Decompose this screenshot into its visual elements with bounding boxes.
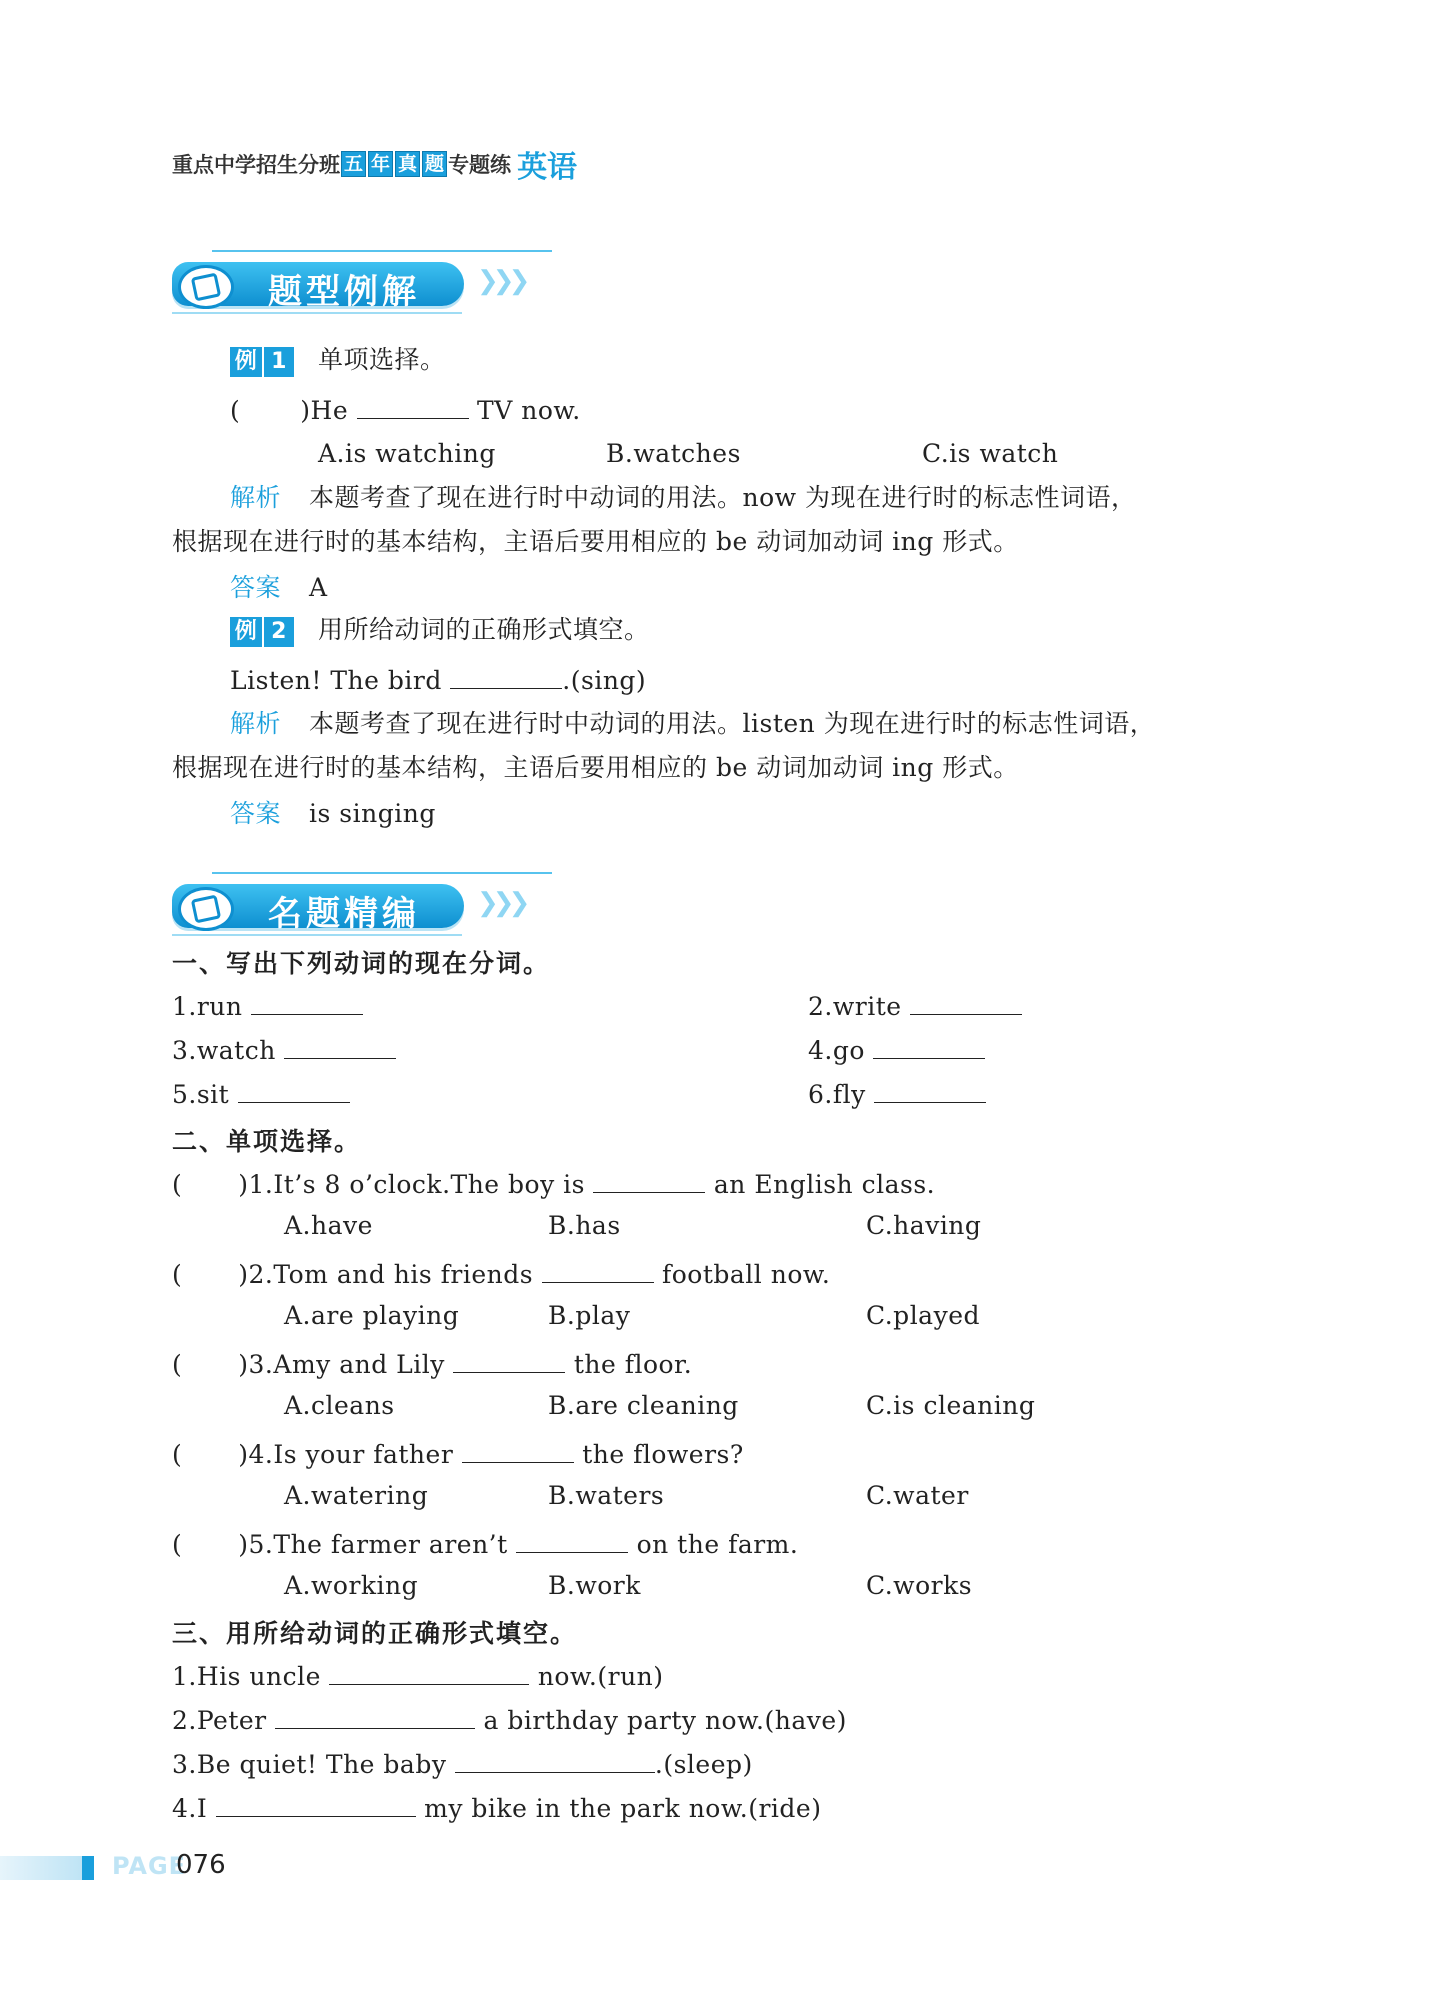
item-part-a: 4.I (172, 1794, 208, 1823)
answer-paren-close: ) (238, 1260, 249, 1289)
part2-question (172, 1166, 935, 1201)
section-title: 题型例解 (268, 272, 420, 312)
option-c: C.played (866, 1301, 981, 1330)
answer-blank (593, 1166, 705, 1193)
item-part-a: 2.Peter (172, 1706, 267, 1735)
stem-part-b: .(sing) (562, 666, 647, 695)
header-box-2: 年 (368, 151, 393, 177)
option-a: A.watering (284, 1481, 429, 1510)
answer-blank (238, 1076, 350, 1103)
option-a: A.are playing (284, 1301, 460, 1330)
part2-question (172, 1346, 692, 1381)
item-part-a: 3.Be quiet! The baby (172, 1750, 447, 1779)
header-prefix: 重点中学招生分班 (172, 152, 340, 177)
answer-paren-open: ( (172, 1440, 183, 1469)
header-box-3: 真 (395, 151, 420, 177)
answer-blank (453, 1346, 565, 1373)
stem-part-a: Listen! The bird (230, 666, 442, 695)
example1-tag (230, 347, 294, 377)
part3-item (172, 1702, 847, 1737)
header-box-1: 五 (341, 151, 366, 177)
example1-stem (230, 392, 581, 427)
answer-blank (542, 1256, 654, 1283)
answer-blank (516, 1526, 628, 1553)
item-part-a: 1.His uncle (172, 1662, 321, 1691)
option-b: B.work (548, 1571, 641, 1600)
part1-item (172, 988, 363, 1023)
option-b: B.has (548, 1211, 621, 1240)
question-number: 4. (248, 1440, 274, 1469)
tag-char: 例 (230, 347, 262, 377)
stem-part-a: Is your father (273, 1440, 454, 1469)
option-c: C.having (866, 1211, 982, 1240)
item-label: 6.fly (808, 1080, 866, 1109)
answer-paren-open: ( (172, 1260, 183, 1289)
option-c: C.is cleaning (866, 1391, 1036, 1420)
answer-paren-open: ( (172, 1530, 183, 1559)
item-label: 3.watch (172, 1036, 276, 1065)
example1-analysis (230, 482, 1137, 514)
header-suffix: 专题练 (448, 152, 512, 177)
book-icon (178, 887, 234, 931)
answer-blank (874, 1076, 986, 1103)
part2-question (172, 1526, 798, 1561)
footer-bar (0, 1856, 82, 1880)
stem-part-a: Amy and Lily (273, 1350, 445, 1379)
example2-tag (230, 617, 294, 647)
stem-part-a: Tom and his friends (273, 1260, 534, 1289)
answer-blank (251, 988, 363, 1015)
answer-blank (216, 1790, 416, 1817)
answer-text: is singing (309, 799, 436, 828)
item-part-b: my bike in the park now.(ride) (424, 1794, 822, 1823)
section-title: 名题精编 (268, 894, 420, 934)
section-banner-exercises (172, 872, 552, 942)
answer-blank (284, 1032, 396, 1059)
item-part-b: .(sleep) (654, 1750, 753, 1779)
answer-paren-close: ) (300, 396, 311, 425)
stem-part-b: TV now. (477, 396, 581, 425)
answer-paren-close: ) (238, 1530, 249, 1559)
part1-item (172, 1076, 350, 1111)
option-a: A.cleans (284, 1391, 395, 1420)
footer-marker (82, 1856, 94, 1880)
option-c: C.works (866, 1571, 973, 1600)
item-label: 5.sit (172, 1080, 230, 1109)
part1-item (808, 1076, 986, 1111)
option-b: B.play (548, 1301, 631, 1330)
example2-stem (230, 662, 646, 697)
answer-paren-close: ) (238, 1350, 249, 1379)
example2-answer (230, 798, 436, 830)
answer-paren-close: ) (238, 1440, 249, 1469)
example1-option-b: B.watches (606, 439, 741, 468)
tag-char: 例 (230, 617, 262, 647)
answer-label: 答案 (230, 799, 282, 828)
part1-item (808, 1032, 985, 1067)
stem-part-b: the floor. (573, 1350, 693, 1379)
stem-part-b: the flowers? (582, 1440, 744, 1469)
answer-paren-open: ( (172, 1170, 183, 1199)
tag-number: 1 (264, 347, 294, 377)
part2-question (172, 1256, 830, 1291)
stem-part-b: an English class. (713, 1170, 936, 1199)
example2-line (230, 614, 650, 647)
book-icon (178, 265, 234, 309)
section-banner-examples (172, 250, 552, 320)
header-subject: 英语 (517, 150, 578, 185)
example1-instruction: 单项选择。 (318, 345, 446, 374)
example1-option-a: A.is watching (318, 439, 496, 468)
answer-blank (455, 1746, 655, 1773)
part3-item (172, 1790, 821, 1825)
answer-blank (357, 392, 469, 419)
answer-blank (329, 1658, 529, 1685)
part3-item (172, 1658, 664, 1693)
stem-part-b: football now. (662, 1260, 831, 1289)
answer-blank (873, 1032, 985, 1059)
option-a: A.have (284, 1211, 373, 1240)
answer-paren-open: ( (172, 1350, 183, 1379)
banner-bottom-line (172, 312, 462, 314)
example1-analysis-cont: 根据现在进行时的基本结构，主语后要用相应的 be 动词加动词 ing 形式。 (172, 527, 1019, 556)
part1-heading: 一、写出下列动词的现在分词。 (172, 949, 551, 978)
tag-number: 2 (264, 617, 294, 647)
item-label: 4.go (808, 1036, 865, 1065)
header-box-4: 题 (422, 151, 447, 177)
answer-paren-open: ( (230, 396, 241, 425)
answer-label: 答案 (230, 573, 282, 602)
option-b: B.are cleaning (548, 1391, 739, 1420)
answer-text: A (309, 573, 328, 602)
example2-analysis-cont: 根据现在进行时的基本结构，主语后要用相应的 be 动词加动词 ing 形式。 (172, 753, 1019, 782)
part2-heading: 二、单项选择。 (172, 1127, 362, 1156)
analysis-label: 解析 (230, 709, 282, 738)
part1-item (172, 1032, 396, 1067)
part3-heading: 三、用所给动词的正确形式填空。 (172, 1619, 578, 1648)
item-part-b: now.(run) (537, 1662, 664, 1691)
question-number: 1. (248, 1170, 274, 1199)
item-label: 1.run (172, 992, 243, 1021)
banner-top-line (212, 250, 552, 252)
analysis-label: 解析 (230, 483, 282, 512)
question-number: 3. (248, 1350, 274, 1379)
stem-part-a: He (310, 396, 349, 425)
answer-blank (275, 1702, 475, 1729)
example1-option-c: C.is watch (922, 439, 1059, 468)
question-number: 2. (248, 1260, 274, 1289)
example1-line (230, 344, 446, 377)
answer-blank (450, 662, 562, 689)
banner-top-line (212, 872, 552, 874)
analysis-text-1: 本题考查了现在进行时中动词的用法。listen 为现在进行时的标志性词语， (309, 709, 1156, 738)
page-number: 076 (176, 1850, 226, 1880)
example2-analysis (230, 708, 1155, 740)
item-part-b: a birthday party now.(have) (483, 1706, 847, 1735)
option-c: C.water (866, 1481, 969, 1510)
answer-paren-close: ) (238, 1170, 249, 1199)
arrows-icon: ❯❯❯ (477, 888, 525, 918)
stem-part-a: It’s 8 o’clock.The boy is (273, 1170, 585, 1199)
answer-blank (462, 1436, 574, 1463)
arrows-icon: ❯❯❯ (477, 266, 525, 296)
running-header (172, 142, 577, 186)
part2-question (172, 1436, 744, 1471)
stem-part-b: on the farm. (636, 1530, 799, 1559)
example2-instruction: 用所给动词的正确形式填空。 (318, 615, 650, 644)
item-label: 2.write (808, 992, 902, 1021)
banner-bottom-line (172, 934, 462, 936)
analysis-text-1: 本题考查了现在进行时中动词的用法。now 为现在进行时的标志性词语， (309, 483, 1137, 512)
option-a: A.working (284, 1571, 419, 1600)
example1-answer (230, 572, 328, 604)
part3-item (172, 1746, 753, 1781)
stem-part-a: The farmer aren’t (273, 1530, 508, 1559)
question-number: 5. (248, 1530, 274, 1559)
page-label: PAGE (112, 1852, 187, 1880)
answer-blank (910, 988, 1022, 1015)
part1-item (808, 988, 1022, 1023)
option-b: B.waters (548, 1481, 665, 1510)
